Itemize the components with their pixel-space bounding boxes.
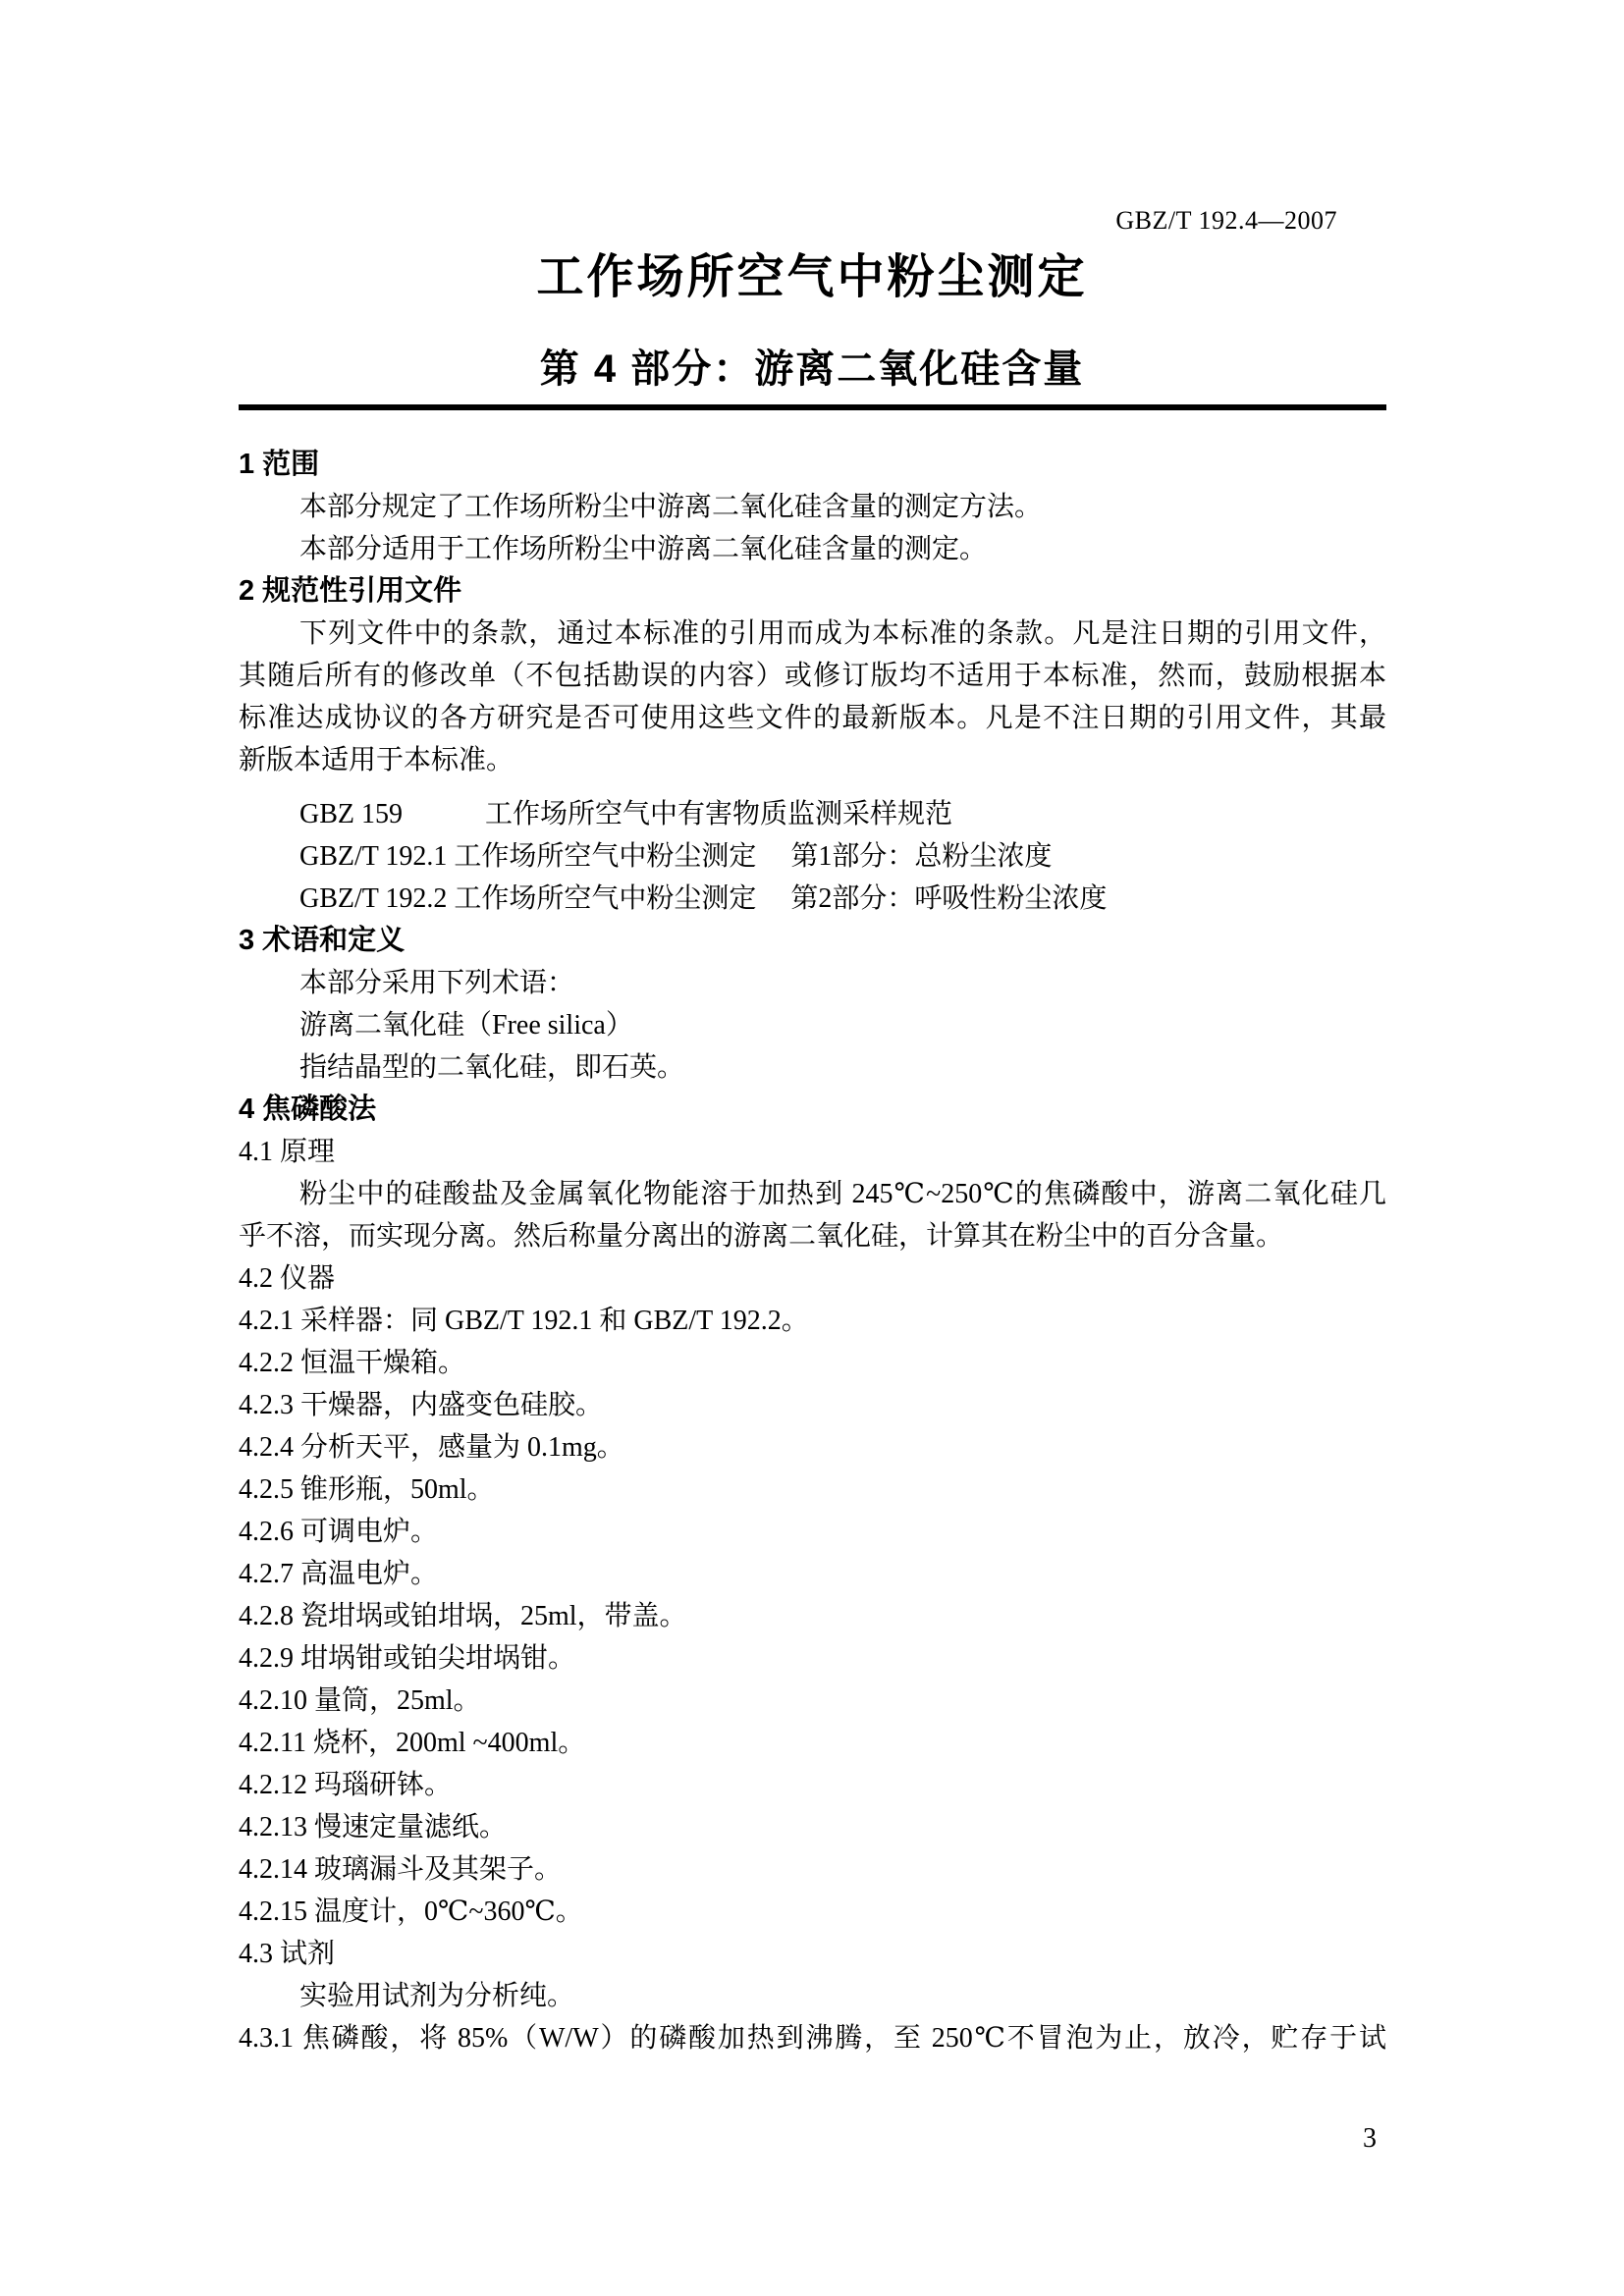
page-number: 3 — [1363, 2123, 1377, 2154]
body-line: 下列文件中的条款，通过本标准的引用而成为本标准的条款。凡是注日期的引用文件， — [299, 618, 1386, 649]
body-line: 4.2.15 温度计，0℃~360℃。 — [239, 1896, 583, 1927]
body-line: 2 规范性引用文件 — [239, 575, 462, 607]
document-subtitle: 第 4 部分：游离二氧化硅含量 — [539, 347, 1085, 391]
standard-number: GBZ/T 192.4—2007 — [1115, 206, 1337, 235]
body-line: 4.2.7 高温电炉。 — [239, 1559, 439, 1589]
body-line: 游离二氧化硅（Free silica） — [299, 1010, 633, 1041]
document-title: 工作场所空气中粉尘测定 — [536, 251, 1088, 303]
body-line: 4.2.10 量筒，25ml。 — [239, 1685, 481, 1716]
body-line: 4.1 原理 — [239, 1137, 336, 1167]
body-line: 实验用试剂为分析纯。 — [299, 1981, 575, 2011]
body-line: 其随后所有的修改单（不包括勘误的内容）或修订版均不适用于本标准，然而，鼓励根据本 — [239, 661, 1386, 691]
body-line: 4 焦磷酸法 — [239, 1094, 377, 1125]
body-line: 4.2.9 坩埚钳或铂尖坩埚钳。 — [239, 1643, 576, 1674]
body-line: 粉尘中的硅酸盐及金属氧化物能溶于加热到 245℃~250℃的焦磷酸中，游离二氧化硅几 — [299, 1179, 1386, 1209]
body-line: 4.3.1 焦磷酸，将 85%（W/W）的磷酸加热到沸腾，至 250℃不冒泡为止，放冷，贮存于试 — [239, 2023, 1386, 2054]
body-line: 本部分适用于工作场所粉尘中游离二氧化硅含量的测定。 — [299, 534, 988, 564]
body-line: 4.2.6 可调电炉。 — [239, 1517, 439, 1547]
body-line: 标准达成协议的各方研究是否可使用这些文件的最新版本。凡是不注日期的引用文件，其最 — [239, 703, 1386, 733]
body-line: 4.2.2 恒温干燥箱。 — [239, 1348, 466, 1378]
title-divider — [239, 404, 1386, 410]
body-line: GBZ 159 工作场所空气中有害物质监测采样规范 — [299, 799, 953, 829]
body-line: 4.2.14 玻璃漏斗及其架子。 — [239, 1854, 563, 1885]
body-line: 本部分规定了工作场所粉尘中游离二氧化硅含量的测定方法。 — [299, 492, 1043, 522]
body-line: 3 术语和定义 — [239, 925, 406, 956]
body-line: 4.2.5 锥形瓶，50ml。 — [239, 1474, 495, 1505]
body-line: 4.2.8 瓷坩埚或铂坩埚，25ml，带盖。 — [239, 1601, 687, 1631]
body-line: 指结晶型的二氧化硅，即石英。 — [299, 1052, 685, 1083]
body-line: 4.2.4 分析天平，感量为 0.1mg。 — [239, 1432, 624, 1463]
body-line: 4.3 试剂 — [239, 1939, 336, 1969]
document-body — [239, 444, 1386, 2059]
body-line: 4.2.1 采样器：同 GBZ/T 192.1 和 GBZ/T 192.2。 — [239, 1306, 809, 1336]
body-line: 4.2 仪器 — [239, 1263, 336, 1294]
body-line: 4.2.11 烧杯，200ml ~400ml。 — [239, 1728, 586, 1758]
body-line: 1 范围 — [239, 449, 320, 480]
body-line: 乎不溶，而实现分离。然后称量分离出的游离二氧化硅，计算其在粉尘中的百分含量。 — [239, 1221, 1284, 1252]
body-line: GBZ/T 192.2 工作场所空气中粉尘测定 第2部分：呼吸性粉尘浓度 — [299, 883, 1108, 914]
body-line: 本部分采用下列术语： — [299, 968, 575, 998]
body-line: 4.2.3 干燥器，内盛变色硅胶。 — [239, 1390, 604, 1420]
body-line: 4.2.13 慢速定量滤纸。 — [239, 1812, 508, 1842]
body-line: 4.2.12 玛瑙研钵。 — [239, 1770, 453, 1800]
body-line: 新版本适用于本标准。 — [239, 745, 514, 775]
body-line: GBZ/T 192.1 工作场所空气中粉尘测定 第1部分：总粉尘浓度 — [299, 841, 1053, 872]
